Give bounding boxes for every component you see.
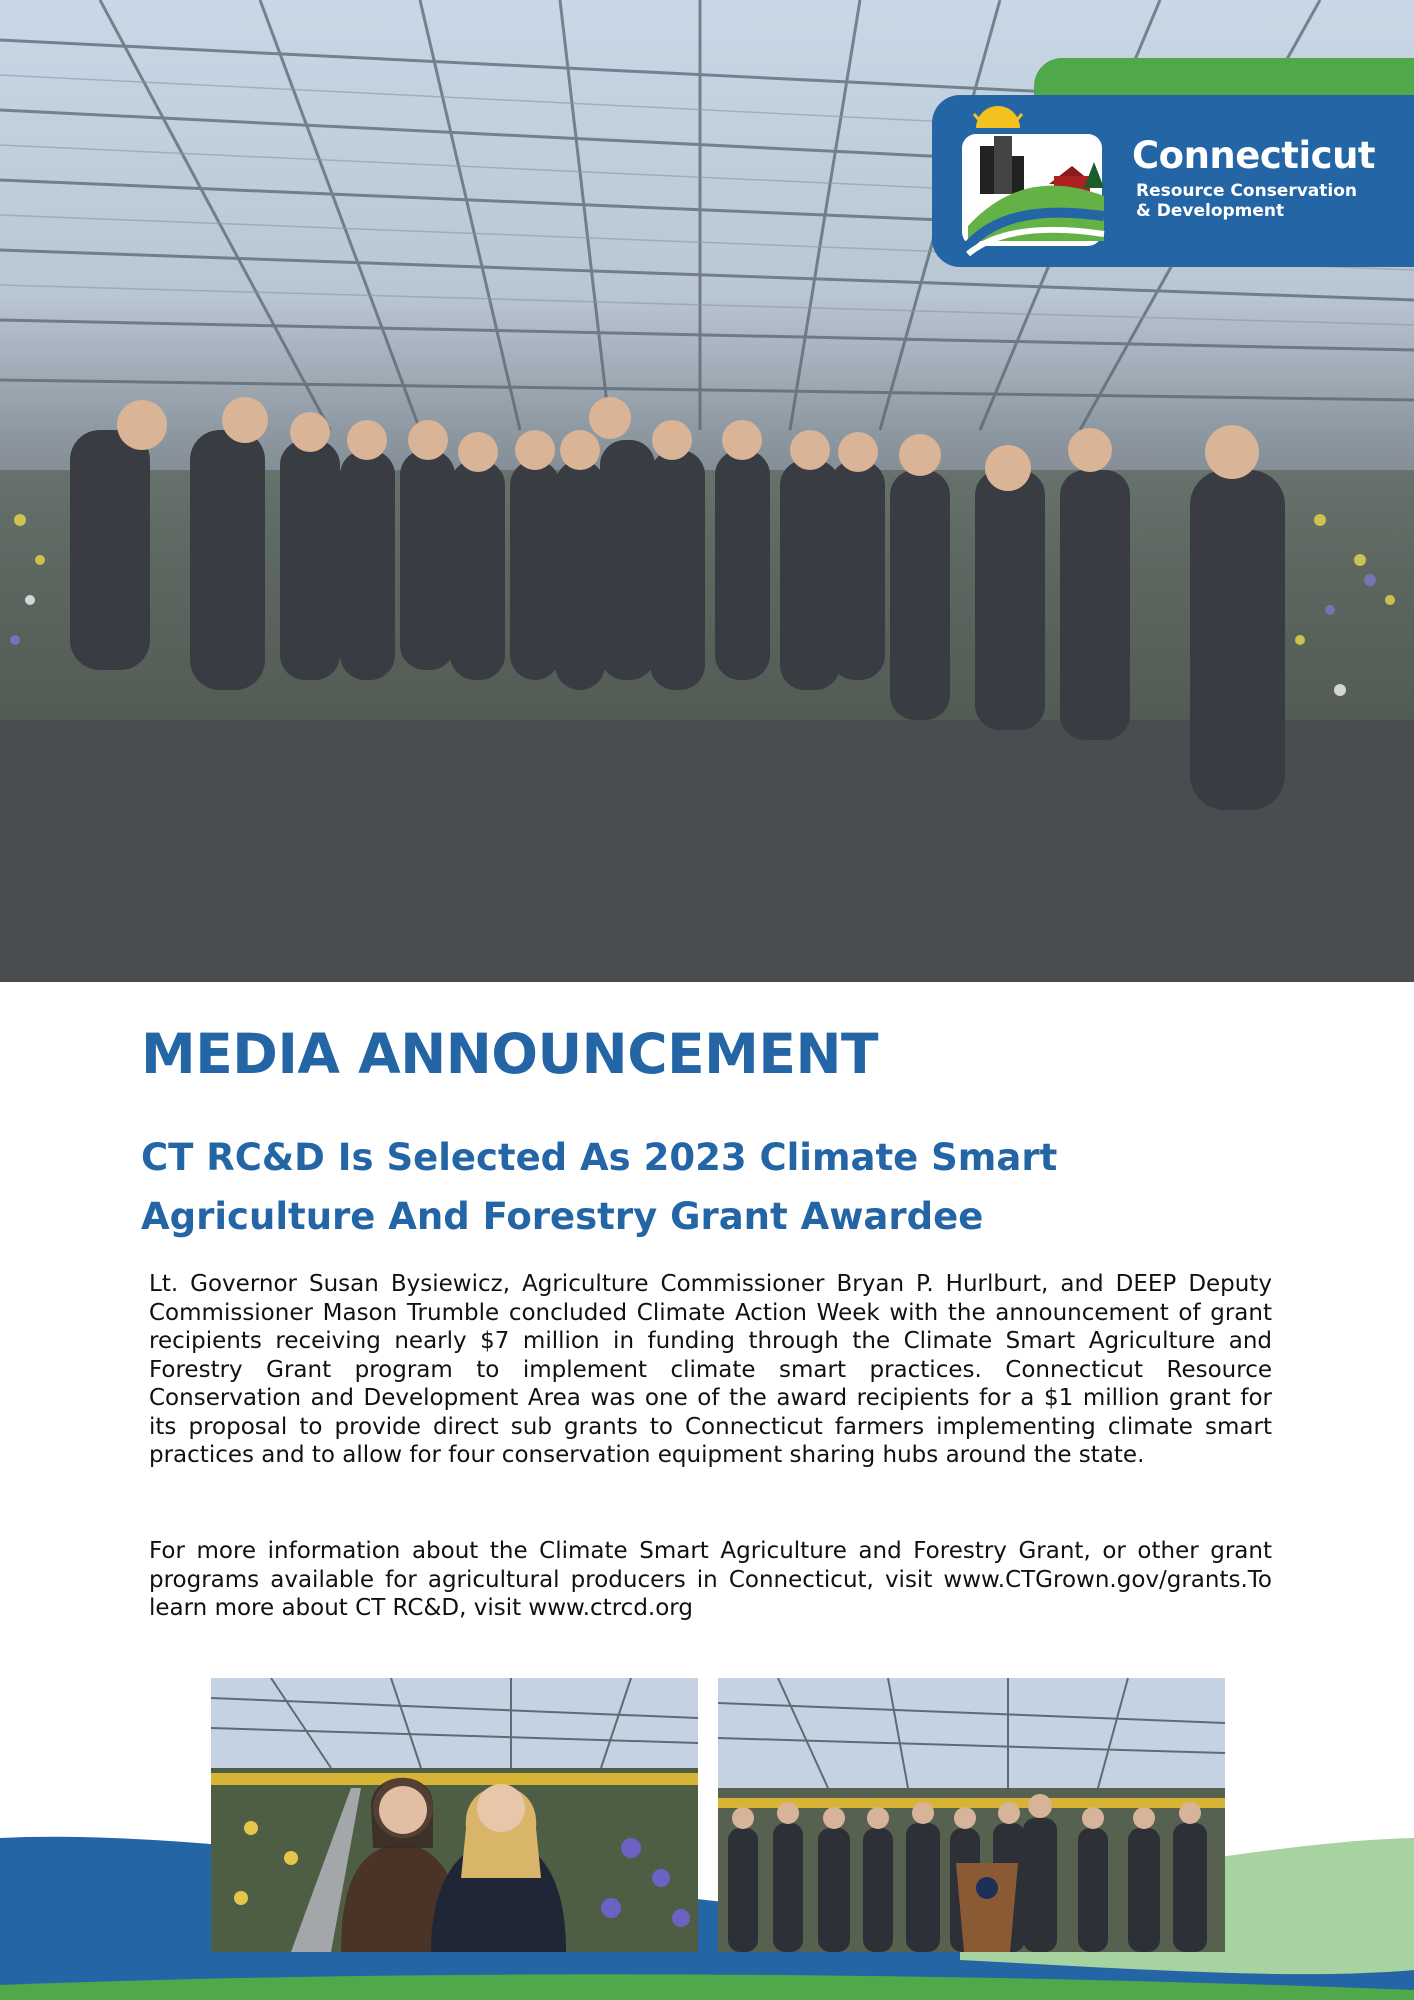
page-title: MEDIA ANNOUNCEMENT	[141, 1022, 878, 1086]
body-paragraph-2: For more information about the Climate Smart Agriculture and Forestry Grant, or other grant programs available for agricultural producers in Connecticut, visit www.CTGrown.gov/grants.To learn more about CT RC&D, visit www.ctrcd.org	[149, 1538, 1272, 1621]
photo-two-women-greenhouse	[211, 1678, 698, 1952]
photo-press-event-podium	[718, 1678, 1225, 1952]
logo-subtitle-line2: & Development	[1136, 201, 1285, 221]
article-subheadline: CT RC&D Is Selected As 2023 Climate Smart Agriculture And Forestry Grant Awardee	[141, 1136, 1058, 1238]
logo-subtitle	[1136, 181, 1357, 221]
body-paragraph-1: Lt. Governor Susan Bysiewicz, Agriculture Commissioner Bryan P. Hurlburt, and DEEP Deputy Commissioner Mason Trumble concluded Climate Action Week with the announcement of grant recipients receiving nearly $7 million in funding through the Climate Smart Agriculture and Forestry Grant program to implement climate smart practices. Connecticut Resource Conservation and Development Area was one of the award recipients for a $1 million grant for its proposal to provide direct sub grants to Connecticut farmers implementing climate smart practices and to allow for four conservation equipment sharing hubs around the state.	[149, 1271, 1272, 1468]
ct-rcd-logo-icon	[954, 106, 1114, 256]
logo-title: Connecticut	[1132, 134, 1376, 177]
logo-subtitle-line1: Resource Conservation	[1136, 181, 1358, 201]
